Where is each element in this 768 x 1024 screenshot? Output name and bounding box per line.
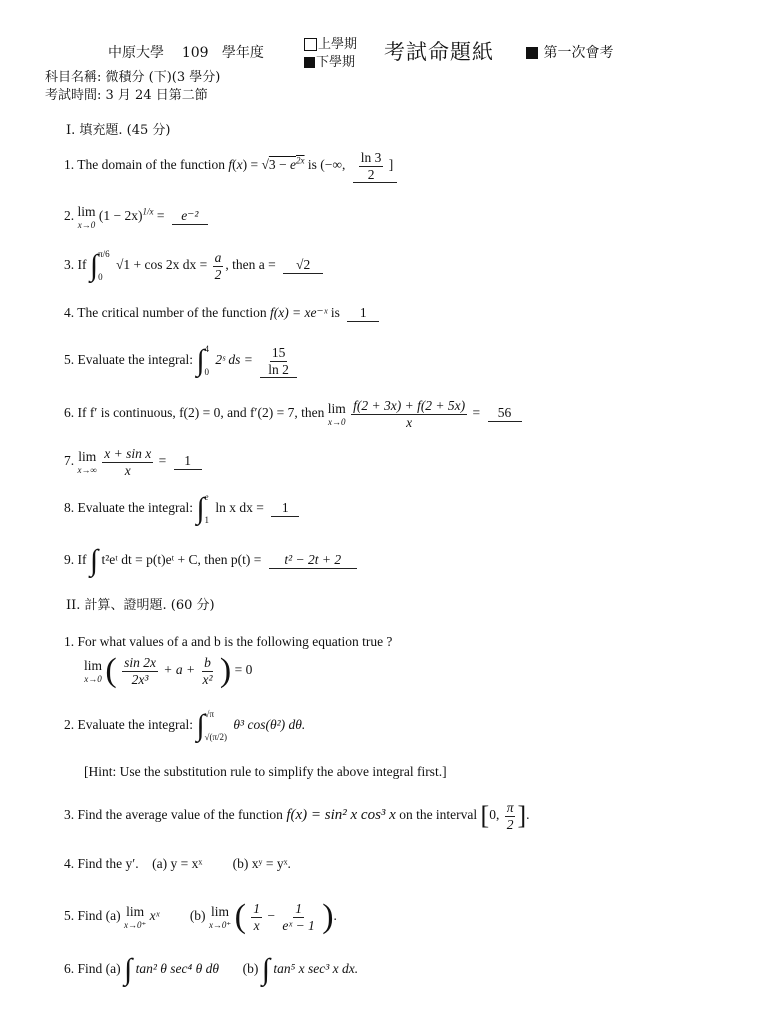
question-1-5	[64, 345, 297, 378]
exam-number	[526, 42, 613, 62]
fraction-denominator: x	[124, 462, 131, 478]
question-number: 2.	[64, 208, 75, 224]
question-number: 2.	[64, 717, 75, 733]
fraction-numerator: f(2 + 3x) + f(2 + 5x)	[353, 398, 466, 413]
equals-zero: = 0	[234, 662, 253, 678]
question-number: 7.	[64, 453, 75, 469]
limit-subscript: x→0	[327, 417, 346, 428]
math-expression: (1 − 2x)	[98, 208, 143, 224]
interval-open: (−∞,	[320, 157, 346, 173]
question-text: Find the y′.	[77, 856, 139, 871]
math-expression: ln x dx =	[215, 500, 264, 516]
math-expression: t²eᵗ dt = p(t)eᵗ + C, then p(t) =	[101, 552, 262, 568]
part-b-label: (b)	[242, 961, 259, 977]
answer-denominator: 2	[367, 166, 375, 182]
equals-sign: =	[158, 453, 167, 469]
question-number: 4.	[64, 856, 75, 871]
answer-numerator: 15	[271, 345, 286, 360]
section-2-title: II. 計算、證明題. (60 分)	[66, 598, 215, 613]
academic-year: 109	[181, 45, 209, 61]
limit	[78, 449, 97, 475]
answer-numerator: ln 3	[360, 150, 382, 165]
lower-bound: 1	[204, 515, 210, 525]
question-number: 9.	[64, 552, 75, 568]
question-1-4	[64, 305, 379, 322]
unchecked-box-icon	[304, 38, 317, 51]
fraction-numerator: x + sin x	[104, 446, 152, 461]
fraction-numerator: a	[214, 250, 222, 265]
fraction-numerator: b	[204, 654, 211, 670]
upper-bound: π/6	[98, 249, 110, 260]
question-1-8	[64, 493, 299, 525]
question-number: 3.	[64, 807, 75, 823]
math-expression: √1 + cos 2x dx =	[116, 257, 208, 273]
question-number: 3.	[64, 257, 75, 273]
fraction-denominator: 2x³	[131, 671, 149, 687]
fraction-denominator: x²	[202, 671, 213, 687]
upper-bound: 4	[204, 344, 210, 355]
fraction-numerator: 1	[253, 900, 261, 916]
part-b-label: (b)	[189, 908, 206, 924]
fraction-numerator: sin 2x	[124, 654, 156, 670]
question-number: 8.	[64, 500, 75, 516]
semester-second	[304, 51, 355, 70]
question-1-9	[64, 546, 357, 576]
exam-number-label: 第一次會考	[543, 45, 614, 61]
answer-blank	[353, 150, 398, 183]
integral-bounds	[98, 250, 110, 282]
limit-subscript: x→0	[84, 674, 102, 684]
answer-denominator: ln 2	[268, 361, 289, 377]
question-text: If	[77, 552, 87, 568]
exam-paper-title: 考試命題紙	[384, 40, 494, 64]
exponent: 1/x	[142, 206, 154, 217]
question-text: The critical number of the function	[77, 305, 267, 320]
period: .	[526, 807, 530, 823]
integral-sign-icon: ∫	[89, 544, 99, 577]
fraction-numerator: 1	[295, 900, 302, 916]
fraction-denominator: x	[406, 414, 413, 430]
question-text: For what values of a and b is the following equation true ?	[77, 634, 393, 649]
problem-2-1-equation: lim x→0 ( $\frac{\sin 2x}{\text{2x³}}$ + a + $\frac{b}{\text{x²}}$ ) = 0	[84, 652, 253, 689]
question-text-is: is	[307, 157, 317, 173]
question-text-then: , then a =	[225, 257, 276, 273]
answer-blank: 1	[174, 453, 202, 470]
question-text: If	[77, 257, 87, 273]
fraction-numerator: π	[506, 800, 514, 815]
integral-sign-icon: ∫	[89, 249, 99, 283]
fraction-denominator: 2	[214, 266, 222, 282]
question-text: Find the average value of the function	[77, 807, 283, 823]
question-number: 4.	[64, 305, 75, 320]
exam-header	[108, 42, 264, 62]
lower-bound: 0	[204, 367, 210, 378]
subject-line: 科目名稱: 微積分 (下)(3 學分)	[45, 70, 221, 85]
exam-time-line: 考試時間: 3 月 24 日第二節	[45, 88, 208, 103]
integral-sign-icon: ∫	[124, 953, 133, 986]
integral-bounds	[205, 710, 227, 742]
limit	[84, 658, 102, 684]
fraction-denominator: x	[253, 917, 260, 933]
question-1-6	[64, 398, 522, 430]
limit-subscript: x→0⁺	[124, 919, 147, 930]
part-a-label: Find (a)	[77, 961, 121, 977]
integral-bounds	[205, 493, 210, 525]
school-name: 中原大學	[108, 45, 164, 61]
problem-2-1	[64, 634, 392, 650]
math-expression: xˣ	[149, 908, 160, 924]
answer-blank: e⁻²	[172, 208, 208, 225]
limit-subscript: x→0⁺	[208, 919, 232, 930]
limit	[209, 904, 231, 931]
interval-start: 0,	[489, 807, 500, 823]
limit-label: lim	[126, 903, 145, 919]
answer-blank: t² − 2t + 2	[269, 552, 357, 569]
answer-blank: 1	[347, 305, 379, 322]
function-expression: f(x) = xe⁻ˣ	[269, 305, 328, 320]
minus-sign: −	[267, 908, 276, 924]
function-expression: f(x) = sin² x cos³ x	[286, 807, 396, 824]
upper-bound: e	[204, 492, 209, 502]
filled-square-icon	[526, 47, 538, 59]
limit	[78, 204, 96, 230]
question-number: 5.	[64, 908, 75, 924]
question-1-3	[64, 250, 323, 282]
equals-sign: =	[472, 405, 481, 421]
question-text-on: on the interval	[399, 807, 478, 823]
question-text: Evaluate the integral:	[77, 717, 193, 733]
limit	[124, 904, 146, 931]
limit	[328, 401, 346, 427]
upper-bound: √π	[204, 709, 215, 719]
question-number: 1.	[64, 157, 75, 173]
integral-sign-icon: ∫	[196, 709, 205, 742]
fraction-denominator: eˣ − 1	[282, 917, 315, 933]
integral-sign-icon: ∫	[261, 953, 270, 986]
problem-2-3: 3. Find the average value of the function f(x) = sin² x cos³ x on the interval [0, $\frac{\pi}{2}$ ].	[64, 800, 530, 832]
question-text: The domain of the function	[77, 157, 225, 173]
question-number: 6.	[64, 405, 75, 421]
question-text: Evaluate the integral:	[77, 352, 193, 368]
equals-sign: =	[156, 208, 165, 224]
period: .	[333, 908, 337, 924]
question-text: If f′ is continuous, f(2) = 0, and f′(2) = 7, then	[77, 405, 325, 421]
math-expression: θ³ cos(θ²) dθ.	[233, 717, 306, 733]
academic-year-suffix: 學年度	[221, 45, 264, 61]
question-text-is: is	[330, 305, 340, 320]
problem-2-6	[64, 955, 358, 985]
part-b: (b) xʸ = yˣ.	[232, 856, 291, 871]
question-1-2	[64, 204, 208, 230]
part-a-label: Find (a)	[77, 908, 121, 924]
part-a: (a) y = xˣ	[152, 856, 203, 871]
section-1-title: I. 填充題. (45 分)	[66, 123, 171, 138]
answer-blank: 1	[271, 500, 299, 517]
interval-close: ]	[388, 157, 394, 173]
integral-sign-icon: ∫	[196, 492, 205, 525]
math-expression: + a +	[163, 662, 196, 678]
math-expression: 2ˢ ds =	[215, 352, 253, 368]
limit-subscript: x→0	[77, 220, 96, 230]
answer-blank: 56	[488, 405, 522, 422]
lower-bound: √(π/2)	[204, 732, 228, 742]
problem-2-5: 5. Find (a) lim x→0⁺ xˣ (b) lim x→0⁺ ( $\frac{1}{x}$ − $\frac{1}{\text{eˣ − 1}}$ ).	[64, 898, 337, 935]
limit-label: lim	[77, 204, 96, 219]
question-number: 5.	[64, 352, 75, 368]
semester-first-label: 上學期	[318, 37, 358, 52]
limit-label: lim	[327, 401, 346, 417]
question-text: Evaluate the integral:	[77, 500, 193, 516]
checked-box-icon	[304, 57, 315, 68]
answer-blank	[260, 345, 297, 378]
math-expression: tan² θ sec⁴ θ dθ	[135, 961, 219, 977]
limit-subscript: x→∞	[77, 465, 97, 476]
answer-blank: √2	[283, 257, 323, 274]
problem-2-2	[64, 710, 305, 742]
limit-label: lim	[84, 658, 103, 673]
integral-bounds	[205, 345, 210, 377]
fraction-denominator: 2	[506, 816, 514, 832]
question-1-1: 1. The domain of the function $f(x) = √3 - e^{2x}$ is (−∞, $\frac{\ln 3}{2}$ ]	[64, 150, 397, 183]
lower-bound: 0	[98, 272, 103, 283]
limit-label: lim	[78, 449, 97, 465]
semester-second-label: 下學期	[316, 55, 356, 70]
limit-label: lim	[211, 903, 230, 919]
question-1-7	[64, 446, 202, 478]
math-expression: tan⁵ x sec³ x dx.	[273, 961, 359, 977]
integral-sign-icon: ∫	[196, 344, 205, 378]
semester-first	[304, 33, 357, 52]
problem-2-2-hint: [Hint: Use the substitution rule to simplify the above integral first.]	[84, 764, 447, 779]
question-number: 6.	[64, 961, 75, 977]
question-number: 1.	[64, 634, 75, 649]
problem-2-4	[64, 856, 291, 872]
